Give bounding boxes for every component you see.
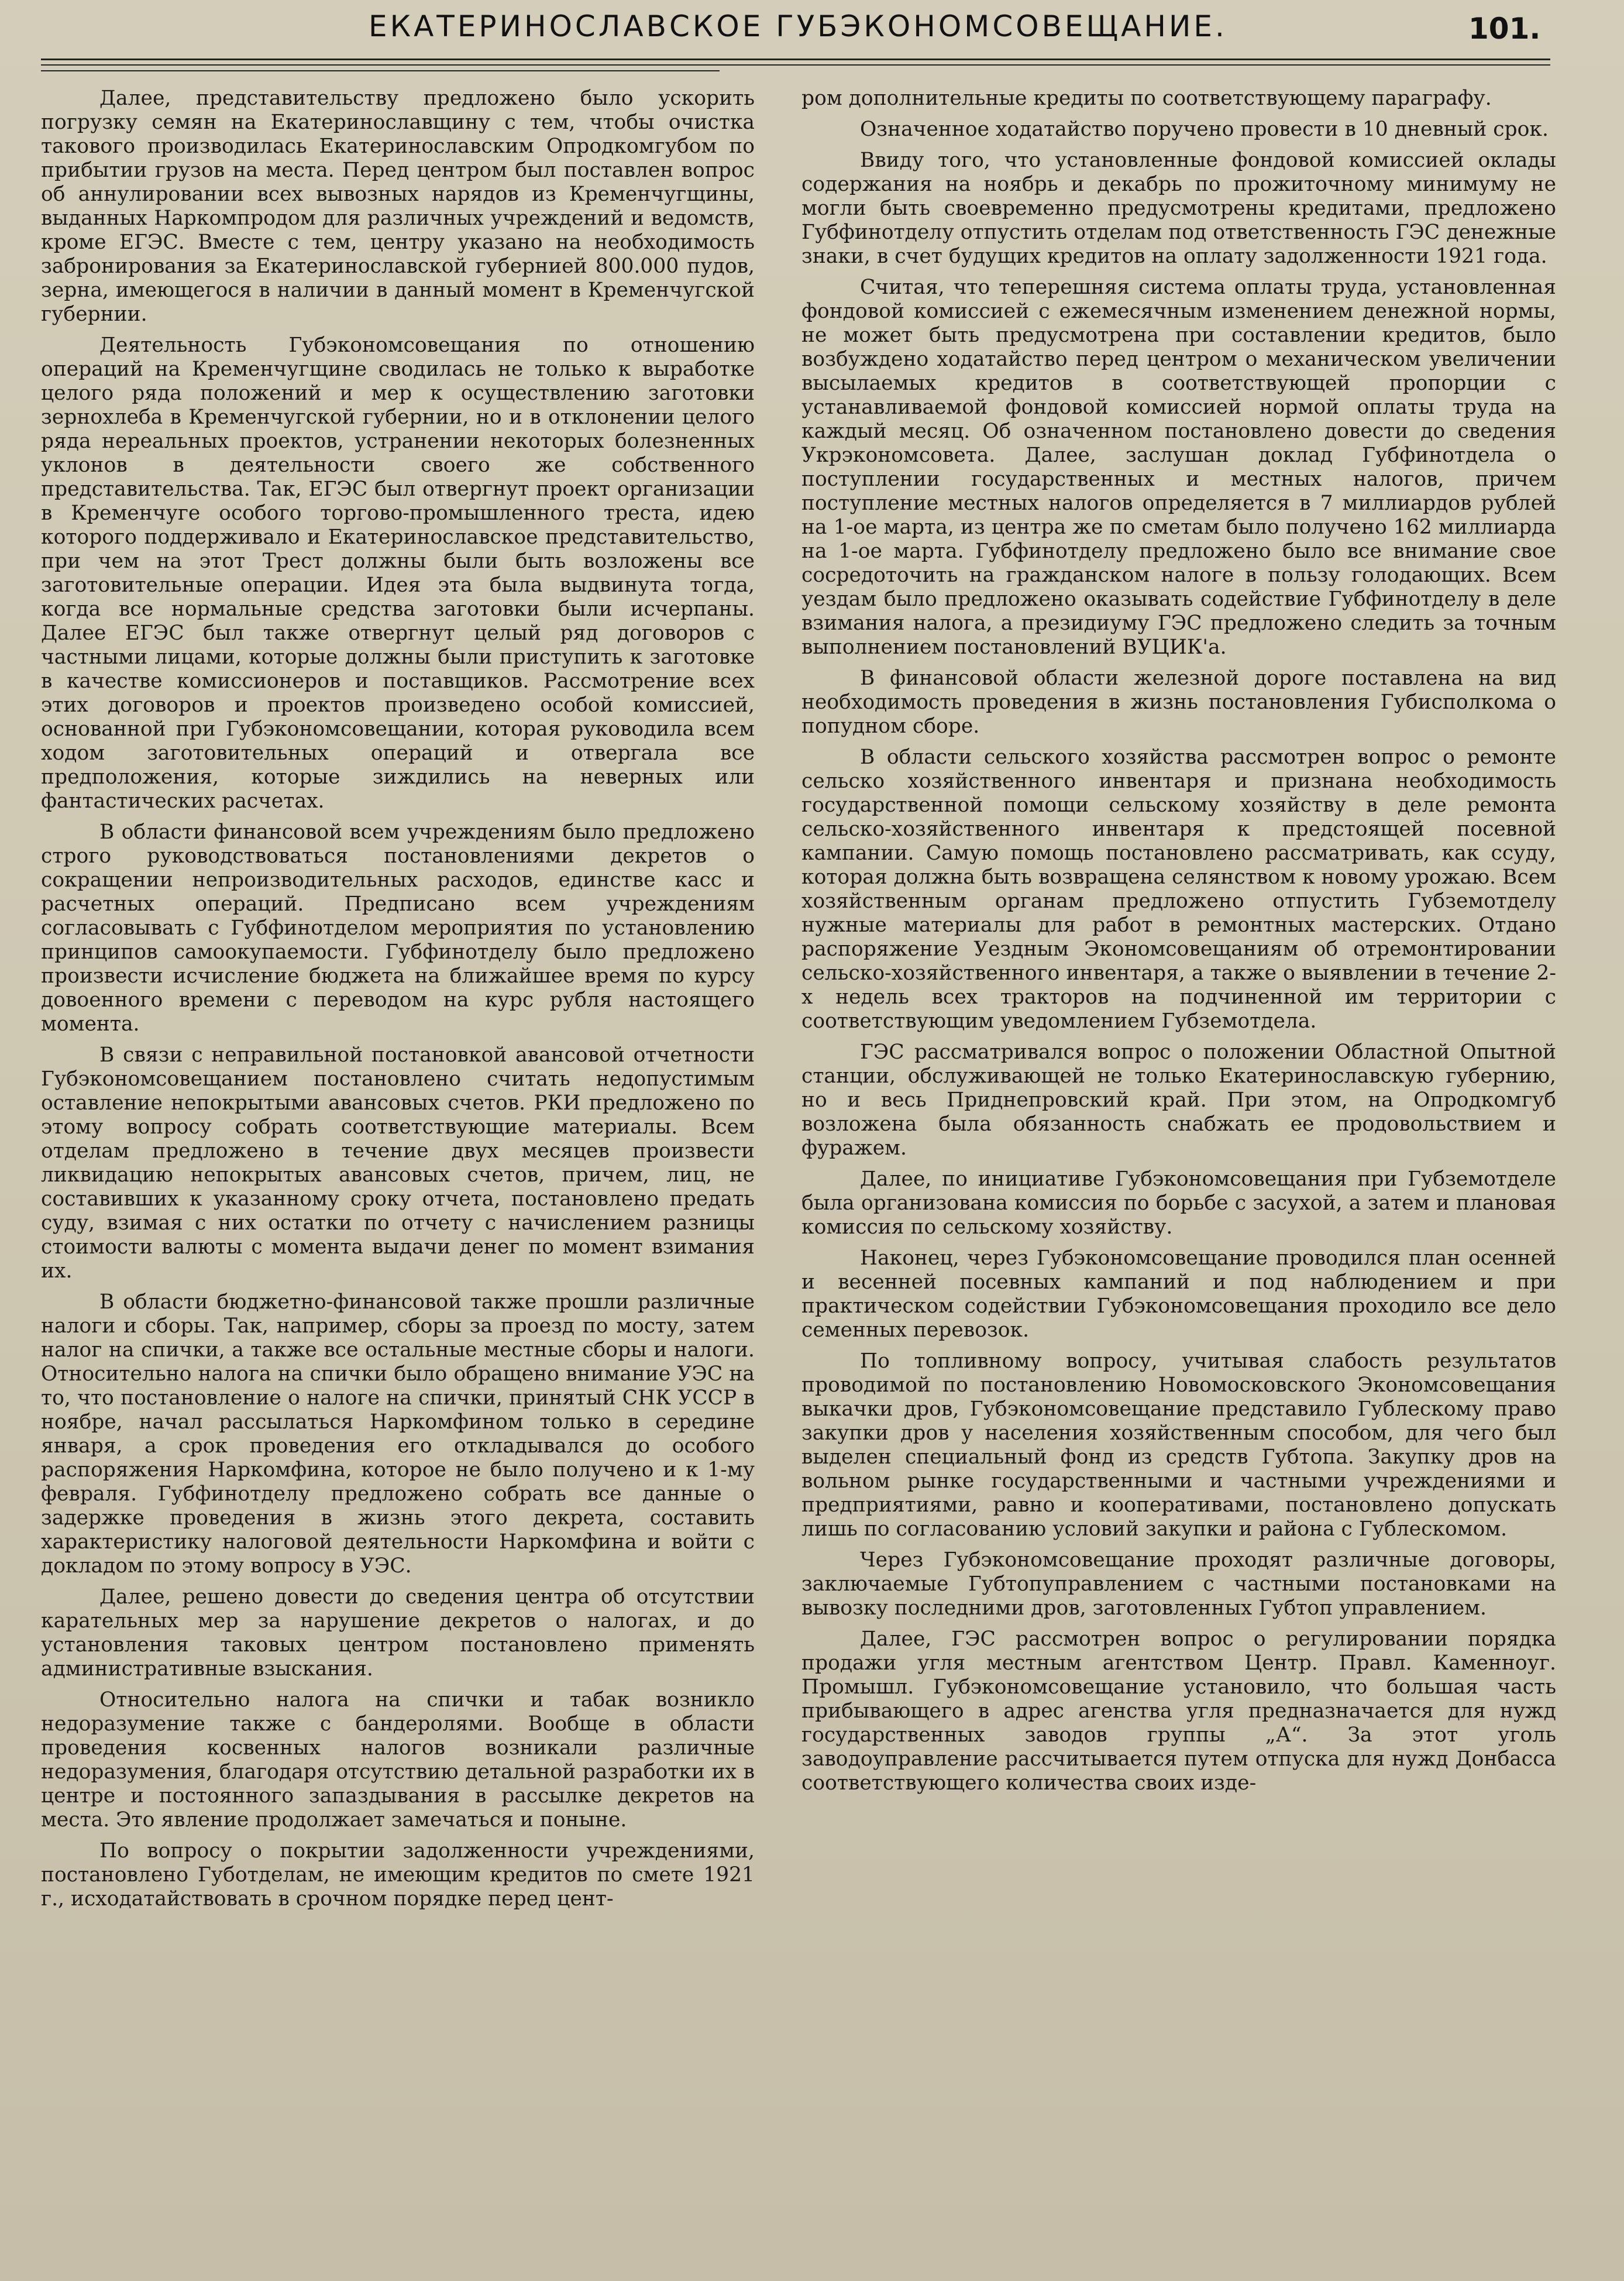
paragraph: Наконец, через Губэкономсовещание проводился план осенней и весенней посевных кампаний и под наблюдением и при практическом содействии Губэкономсовещания проходило все дело семенных перевозок. (801, 1246, 1556, 1342)
header-rule-double (41, 64, 1550, 66)
paragraph: Через Губэкономсовещание проходят различные договоры, заключаемые Губтопуправлением с частными постановками на вывозку последними дров, заготовленных Губтоп управлением. (801, 1548, 1556, 1620)
paragraph: В связи с неправильной постановкой авансовой отчетности Губэкономсовещанием постановлено считать недопустимым оставление непокрытыми авансовых счетов. РКИ предложено по этому вопросу собрать соответствующие материалы. Всем отделам предложено в течение двух месяцев произвести ликвидацию непокрытых авансовых счетов, причем, лиц, не составивших к указанному сроку отчета, постановлено предать суду, взимая с них остатки по отчету с начислением разницы стоимости валюты с момента выдачи денег по момент взимания их. (41, 1043, 755, 1283)
paragraph: Означенное ходатайство поручено провести в 10 дневный срок. (860, 118, 1549, 141)
page-header (41, 7, 1591, 60)
header-rule-short (41, 70, 720, 71)
paragraph: В финансовой области железной дороге поставлена на вид необходимость проведения в жизнь постановления Губисполкома о попудном сборе. (801, 667, 1556, 738)
paragraph: В области бюджетно-финансовой также прошли различные налоги и сборы. Так, например, сборы за проезд по мосту, затем налог на спички, а также все остальные местные сборы и налоги. Относительно налога на спички было обращено внимание УЭС на то, что постановление о налоге на спички, принятый СНК УССР в ноябре, начал рассылаться Наркомфином только в середине января, а срок проведения его откладывался до особого распоряжения Наркомфина, которое не было получено и к 1-му февраля. Губфинотделу предложено собрать все данные о задержке проведения в жизнь этого декрета, составить характеристику налоговой деятельности Наркомфина и войти с докладом по этому вопросу в УЭС. (41, 1290, 755, 1578)
paragraph: В области финансовой всем учреждениям было предложено строго руководствоваться постановлениями декретов о сокращении непроизводительных расходов, единстве касс и расчетных операций. Предписано всем учреждениям согласовывать с Губфинотделом мероприятия по установлению принципов самоокупаемости. Губфинотделу было предложено произвести исчисление бюджета на ближайшее время по курсу довоенного времени с переводом на курс рубля настоящего момента. (41, 820, 755, 1036)
paragraph-continued: ром дополнительные кредиты по соответствующему параграфу. (801, 87, 1492, 110)
running-head: ЕКАТЕРИНОСЛАВСКОЕ ГУБЭКОНОМСОВЕЩАНИЕ. (369, 9, 1227, 43)
paragraph: Деятельность Губэкономсовещания по отношению операций на Кременчугщине сводилась не только к выработке целого ряда положений и мер к осуществлению заготовки зернохлеба в Кременчугской губернии, но и в отклонении целого ряда нереальных проектов, устранении некоторых болезненных уклонов в деятельности своего же собственного представительства. Так, ЕГЭС был отвергнут проект организации в Кременчуге особого торгово-промышленного треста, идею которого поддерживало и Екатеринославское представительство, при чем на этот Трест должны были быть возложены все заготовительные операции. Идея эта была выдвинута тогда, когда все нормальные средства заготовки были исчерпаны. Далее ЕГЭС был также отвергнут целый ряд договоров с частными лицами, которые должны были приступить к заготовке в качестве комиссионеров и поставщиков. Рассмотрение всех этих договоров и проектов произведено особой комиссией, основанной при Губэкономсовещании, которая руководила всем ходом заготовительных операций и отвергала все предположения, которые зиждились на неверных или фантастических расчетах. (41, 334, 755, 813)
paragraph: Относительно налога на спички и табак возникло недоразумение также с бандеролями. Вообще в области проведения косвенных налогов возникали различные недоразумения, благодаря отсутствию детальной разработки их в центре и постоянного запаздывания в рассылке декретов на места. Это явление продолжает замечаться и поныне. (41, 1688, 755, 1832)
paragraph: Далее, ГЭС рассмотрен вопрос о регулировании порядка продажи угля местным агентством Центр. Правл. Каменноуг. Промышл. Губэкономсовещание установило, что большая часть прибывающего в адрес агенства угля предназначается для нужд государственных заводов группы „А“. За этот уголь заводоуправление рассчитывается путем отпуска для нужд Донбасса соответствующего количества своих изде- (801, 1627, 1556, 1795)
page-number: 101. (1468, 12, 1541, 46)
right-column (801, 87, 1556, 2269)
paragraph: Далее, представительству предложено было ускорить погрузку семян на Екатеринославщину с тем, чтобы очистка такового производилась Екатеринославским Опродкомгубом по прибытии грузов на места. Перед центром был поставлен вопрос об аннулировании всех вывозных нарядов из Кременчугщины, выданных Наркомпродом для различных учреждений и ведомств, кроме ЕГЭС. Вместе с тем, центру указано на необходимость забронирования за Екатеринославской губернией 800.000 пудов, зерна, имеющегося в наличии в данный момент в Кременчугской губернии. (41, 87, 755, 326)
paragraph: В области сельского хозяйства рассмотрен вопрос о ремонте сельско хозяйственного инвентаря и признана необходимость государственной помощи сельскому хозяйству в деле ремонта сельско-хозяйственного инвентаря к предстоящей посевной кампании. Самую помощь постановлено рассматривать, как ссуду, которая должна быть возвращена селянством к новому урожаю. Всем хозяйственным органам предложено отпустить Губземотделу нужные материалы для работ в ремонтных мастерских. Отдано распоряжение Уездным Экономсовещаниям об отремонтировании сельско-хозяйственного инвентаря, а также о выявлении в течение 2-х недель всех тракторов на подчиненной им территории с соответствующим уведомлением Губземотдела. (801, 746, 1556, 1033)
paragraph: Далее, решено довести до сведения центра об отсутствии карательных мер за нарушение декретов о налогах, и до установления таковых центром постановлено применять административные взыскания. (41, 1585, 755, 1681)
paragraph: ГЭС рассматривался вопрос о положении Областной Опытной станции, обслуживающей не только Екатеринославскую губернию, но и весь Приднепровский край. При этом, на Опродкомгуб возложена была обязанность снабжать ее продовольствием и фуражем. (801, 1040, 1556, 1160)
paragraph: По топливному вопросу, учитывая слабость результатов проводимой по постановлению Новомосковского Экономсовещания выкачки дров, Губэкономсовещание представило Гублескому право закупки дров у населения хозяйственным способом, для чего был выделен специальный фонд из средств Губтопа. Закупку дров на вольном рынке государственными и частными учреждениями и предприятиями, равно и кооперативами, постановлено допускать лишь по согласованию условий закупки и района с Гублескомом. (801, 1349, 1556, 1541)
paragraph: Считая, что теперешняя система оплаты труда, установленная фондовой комиссией с ежемесячным изменением денежной нормы, не может быть предусмотрена при составлении кредитов, было возбуждено ходатайство перед центром о механическом увеличении высылаемых кредитов в соответствующей пропорции с устанавливаемой фондовой комиссией нормой оплаты труда на каждый месяц. Об означенном постановлено довести до сведения Укрэкономсовета. Далее, заслушан доклад Губфинотдела о поступлении государственных и местных налогов, причем поступление местных налогов определяется в 7 миллиардов рублей на 1-ое марта, из центра же по сметам было получено 162 миллиарда на 1-ое марта. Губфинотделу предложено было все внимание свое сосредоточить на гражданском налоге в пользу голодающих. Всем уездам было предложено оказывать содействие Губфинотделу в деле взимания налога, а президиуму ГЭС предложено следить за точным выполнением постановлений ВУЦИК'а. (801, 276, 1556, 659)
paragraph: Далее, по инициативе Губэкономсовещания при Губземотделе была организована комиссия по борьбе с засухой, а затем и плановая комиссия по сельскому хозяйству. (801, 1167, 1556, 1239)
paragraph: Ввиду того, что установленные фондовой комиссией оклады содержания на ноябрь и декабрь по прожиточному минимуму не могли быть своевременно предусмотрены кредитами, предложено Губфинотделу отпустить отделам под ответственность ГЭС денежные знаки, в счет будущих кредитов на оплату задолженности 1921 года. (801, 149, 1556, 268)
paragraph: По вопросу о покрытии задолженности учреждениями, постановлено Губотделам, не имеющим кредитов по смете 1921 г., исходатайствовать в срочном порядке перед цент- (41, 1839, 755, 1911)
left-column (41, 87, 755, 2269)
header-rule (41, 59, 1550, 60)
